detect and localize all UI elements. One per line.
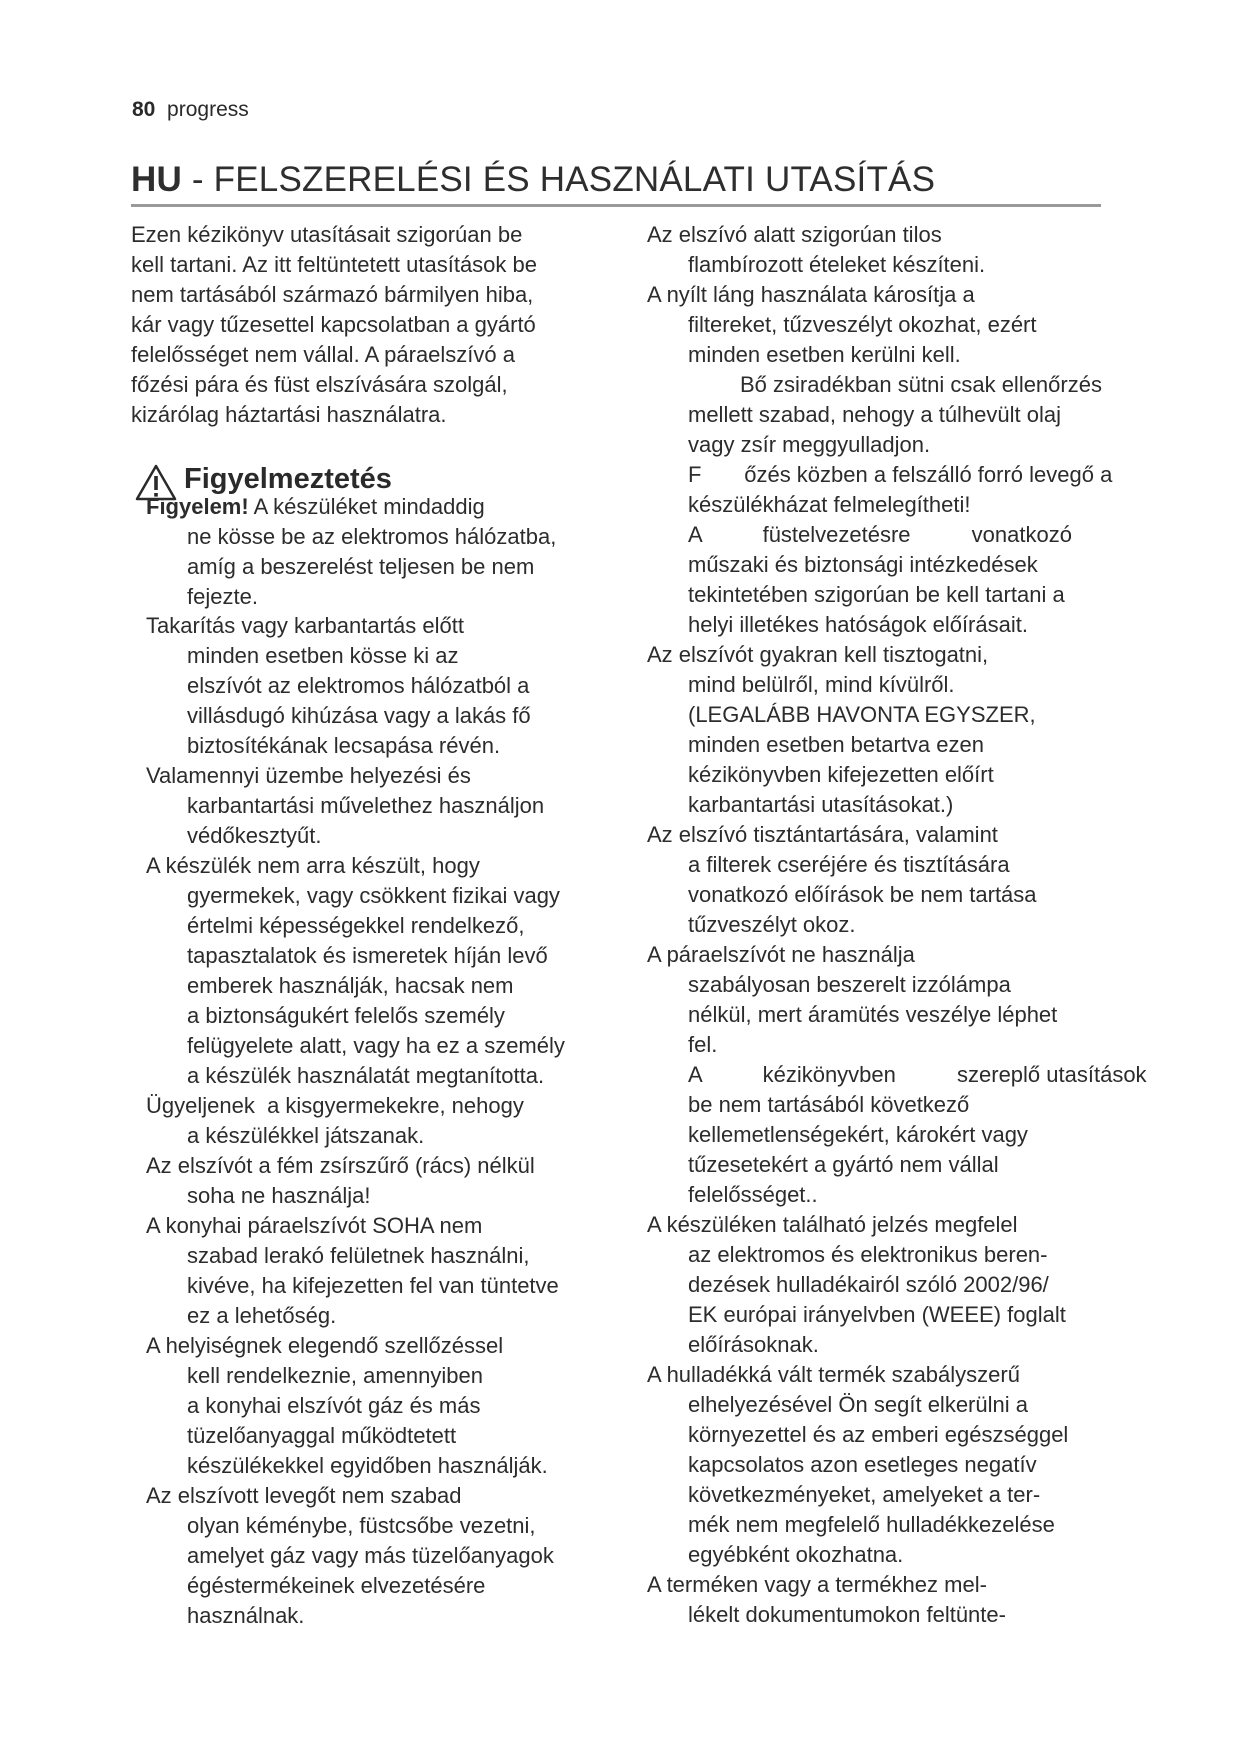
intro-line: felelősséget nem vállal. A páraelszívó a	[131, 342, 516, 367]
left-text-line: szabad lerakó felületnek használni,	[187, 1243, 530, 1268]
intro-line: kár vagy tűzesettel kapcsolatban a gyártó	[131, 312, 536, 337]
right-text-line: dezések hulladékairól szóló 2002/96/	[688, 1272, 1049, 1297]
right-text-line: Az elszívó alatt szigorúan tilos	[647, 222, 942, 247]
right-text-line: minden esetben kerülni kell.	[688, 342, 961, 367]
right-text-line: Bő zsiradékban sütni csak ellenőrzés	[740, 372, 1102, 397]
right-text-line: A hulladékká vált termék szabályszerű	[647, 1362, 1020, 1387]
right-text-line: A kézikönyvben szereplő utasítások	[688, 1062, 1147, 1087]
left-text-line: használnak.	[187, 1603, 305, 1628]
warning-first-line	[146, 494, 485, 520]
right-text-line: vagy zsír meggyulladjon.	[688, 432, 931, 457]
right-text-line: minden esetben betartva ezen	[688, 732, 984, 757]
right-text-line: az elektromos és elektronikus beren-	[688, 1242, 1048, 1267]
right-text-line: be nem tartásából következő	[688, 1092, 970, 1117]
right-text-line: A terméken vagy a termékhez mel-	[647, 1572, 987, 1597]
right-text-line: egyébként okozhatna.	[688, 1542, 904, 1567]
left-text-line: A konyhai páraelszívót SOHA nem	[146, 1213, 483, 1238]
left-text-line: fejezte.	[187, 584, 258, 609]
intro-line: Ezen kézikönyv utasításait szigorúan be	[131, 222, 523, 247]
right-text-line: A nyílt láng használata károsítja a	[647, 282, 975, 307]
right-text-line: mellett szabad, nehogy a túlhevült olaj	[688, 402, 1062, 427]
right-text-line: a filterek cseréjére és tisztítására	[688, 852, 1010, 877]
title-text: FELSZERELÉSI ÉS HASZNÁLATI UTASÍTÁS	[213, 160, 936, 199]
left-text-line: amíg a beszerelést teljesen be nem	[187, 554, 535, 579]
right-text-line: A füstelvezetésre vonatkozó	[688, 522, 1072, 547]
left-text-line: a biztonságukért felelős személy	[187, 1003, 505, 1028]
right-text-line: következményeket, amelyeket a ter-	[688, 1482, 1041, 1507]
right-text-line: környezettel és az emberi egészséggel	[688, 1422, 1069, 1447]
right-text-line: kézikönyvben kifejezetten előírt	[688, 762, 994, 787]
intro-line: nem tartásából származó bármilyen hiba,	[131, 282, 534, 307]
right-text-line: F őzés közben a felszálló forró levegő a	[688, 462, 1113, 487]
brand-name: progress	[167, 98, 249, 121]
left-text-line: amelyet gáz vagy más tüzelőanyagok	[187, 1543, 554, 1568]
right-text-line: Az elszívó tisztántartására, valamint	[647, 822, 998, 847]
right-text-line: A készüléken található jelzés megfelel	[647, 1212, 1018, 1237]
left-text-line: gyermekek, vagy csökkent fizikai vagy	[187, 883, 560, 908]
right-text-line: nélkül, mert áramütés veszélye léphet	[688, 1002, 1058, 1027]
intro-line: kizárólag háztartási használatra.	[131, 402, 447, 427]
right-text-line: fel.	[688, 1032, 718, 1057]
page-title	[131, 160, 935, 200]
right-text-line: előírásoknak.	[688, 1332, 819, 1357]
right-text-line: karbantartási utasításokat.)	[688, 792, 954, 817]
left-text-line: Takarítás vagy karbantartás előtt	[146, 613, 464, 638]
right-text-line: tűzveszélyt okoz.	[688, 912, 856, 937]
right-text-line: készülékházat felmelegítheti!	[688, 492, 971, 517]
right-text-line: mind belülről, mind kívülről.	[688, 672, 955, 697]
left-text-line: olyan kéménybe, füstcsőbe vezetni,	[187, 1513, 536, 1538]
right-text-line: lékelt dokumentumokon feltünte-	[688, 1602, 1006, 1627]
right-text-line: vonatkozó előírások be nem tartása	[688, 882, 1037, 907]
left-text-line: ne kösse be az elektromos hálózatba,	[187, 524, 557, 549]
title-separator: -	[181, 160, 214, 199]
left-text-line: A helyiségnek elegendő szellőzéssel	[146, 1333, 504, 1358]
warning-heading: Figyelmeztetés	[184, 463, 392, 495]
right-text-line: felelősséget..	[688, 1182, 818, 1207]
left-text-line: A készülék nem arra készült, hogy	[146, 853, 480, 878]
left-text-line: soha ne használja!	[187, 1183, 371, 1208]
right-text-line: tűzesetekért a gyártó nem vállal	[688, 1152, 999, 1177]
intro-line: kell tartani. Az itt feltüntetett utasítások be	[131, 252, 538, 277]
left-text-line: kell rendelkeznie, amennyiben	[187, 1363, 483, 1388]
left-text-line: kivéve, ha kifejezetten fel van tüntetve	[187, 1273, 559, 1298]
title-lang: HU	[131, 160, 182, 199]
left-text-line: égéstermékeinek elvezetésére	[187, 1573, 486, 1598]
left-text-line: felügyelete alatt, vagy ha ez a személy	[187, 1033, 565, 1058]
left-text-line: karbantartási művelethez használjon	[187, 793, 545, 818]
left-text-line: Az elszívott levegőt nem szabad	[146, 1483, 462, 1508]
left-text-line: értelmi képességekkel rendelkező,	[187, 913, 525, 938]
right-text-line: elhelyezésével Ön segít elkerülni a	[688, 1392, 1028, 1417]
left-text-line: emberek használják, hacsak nem	[187, 973, 514, 998]
right-text-line: A páraelszívót ne használja	[647, 942, 915, 967]
left-text-line: tapasztalatok és ismeretek híján levő	[187, 943, 548, 968]
left-text-line: elszívót az elektromos hálózatból a	[187, 673, 530, 698]
right-text-line: filtereket, tűzveszélyt okozhat, ezért	[688, 312, 1037, 337]
warning-first-bold: Figyelem!	[146, 494, 249, 519]
warning-first-rest: A készüléket mindaddig	[248, 494, 485, 519]
right-text-line: tekintetében szigorúan be kell tartani a	[688, 582, 1065, 607]
left-text-line: a készülékkel játszanak.	[187, 1123, 425, 1148]
right-text-line: (LEGALÁBB HAVONTA EGYSZER,	[688, 702, 1036, 727]
page-number: 80	[132, 98, 156, 121]
left-text-line: Az elszívót a fém zsírszűrő (rács) nélkül	[146, 1153, 535, 1178]
left-text-line: Ügyeljenek a kisgyermekekre, nehogy	[146, 1093, 524, 1118]
right-text-line: helyi illetékes hatóságok előírásait.	[688, 612, 1028, 637]
right-text-line: szabályosan beszerelt izzólámpa	[688, 972, 1011, 997]
right-text-line: kellemetlenségekért, károkért vagy	[688, 1122, 1028, 1147]
left-text-line: készülékekkel egyidőben használják.	[187, 1453, 548, 1478]
left-text-line: a konyhai elszívót gáz és más	[187, 1393, 481, 1418]
right-text-line: EK európai irányelvben (WEEE) foglalt	[688, 1302, 1066, 1327]
left-text-line: tüzelőanyaggal működtetett	[187, 1423, 457, 1448]
left-text-line: Valamennyi üzembe helyezési és	[146, 763, 471, 788]
left-text-line: védőkesztyűt.	[187, 823, 322, 848]
left-text-line: ez a lehetőség.	[187, 1303, 337, 1328]
right-text-line: mék nem megfelelő hulladékkezelése	[688, 1512, 1055, 1537]
page-header	[132, 98, 249, 122]
intro-line: főzési pára és füst elszívására szolgál,	[131, 372, 508, 397]
right-text-line: kapcsolatos azon esetleges negatív	[688, 1452, 1037, 1477]
right-text-line: Az elszívót gyakran kell tisztogatni,	[647, 642, 989, 667]
right-text-line: műszaki és biztonsági intézkedések	[688, 552, 1038, 577]
left-text-line: a készülék használatát megtanította.	[187, 1063, 545, 1088]
title-rule	[131, 204, 1101, 207]
left-text-line: villásdugó kihúzása vagy a lakás fő	[187, 703, 531, 728]
left-text-line: minden esetben kösse ki az	[187, 643, 459, 668]
right-text-line: flambírozott ételeket készíteni.	[688, 252, 986, 277]
left-text-line: biztosítékának lecsapása révén.	[187, 733, 501, 758]
